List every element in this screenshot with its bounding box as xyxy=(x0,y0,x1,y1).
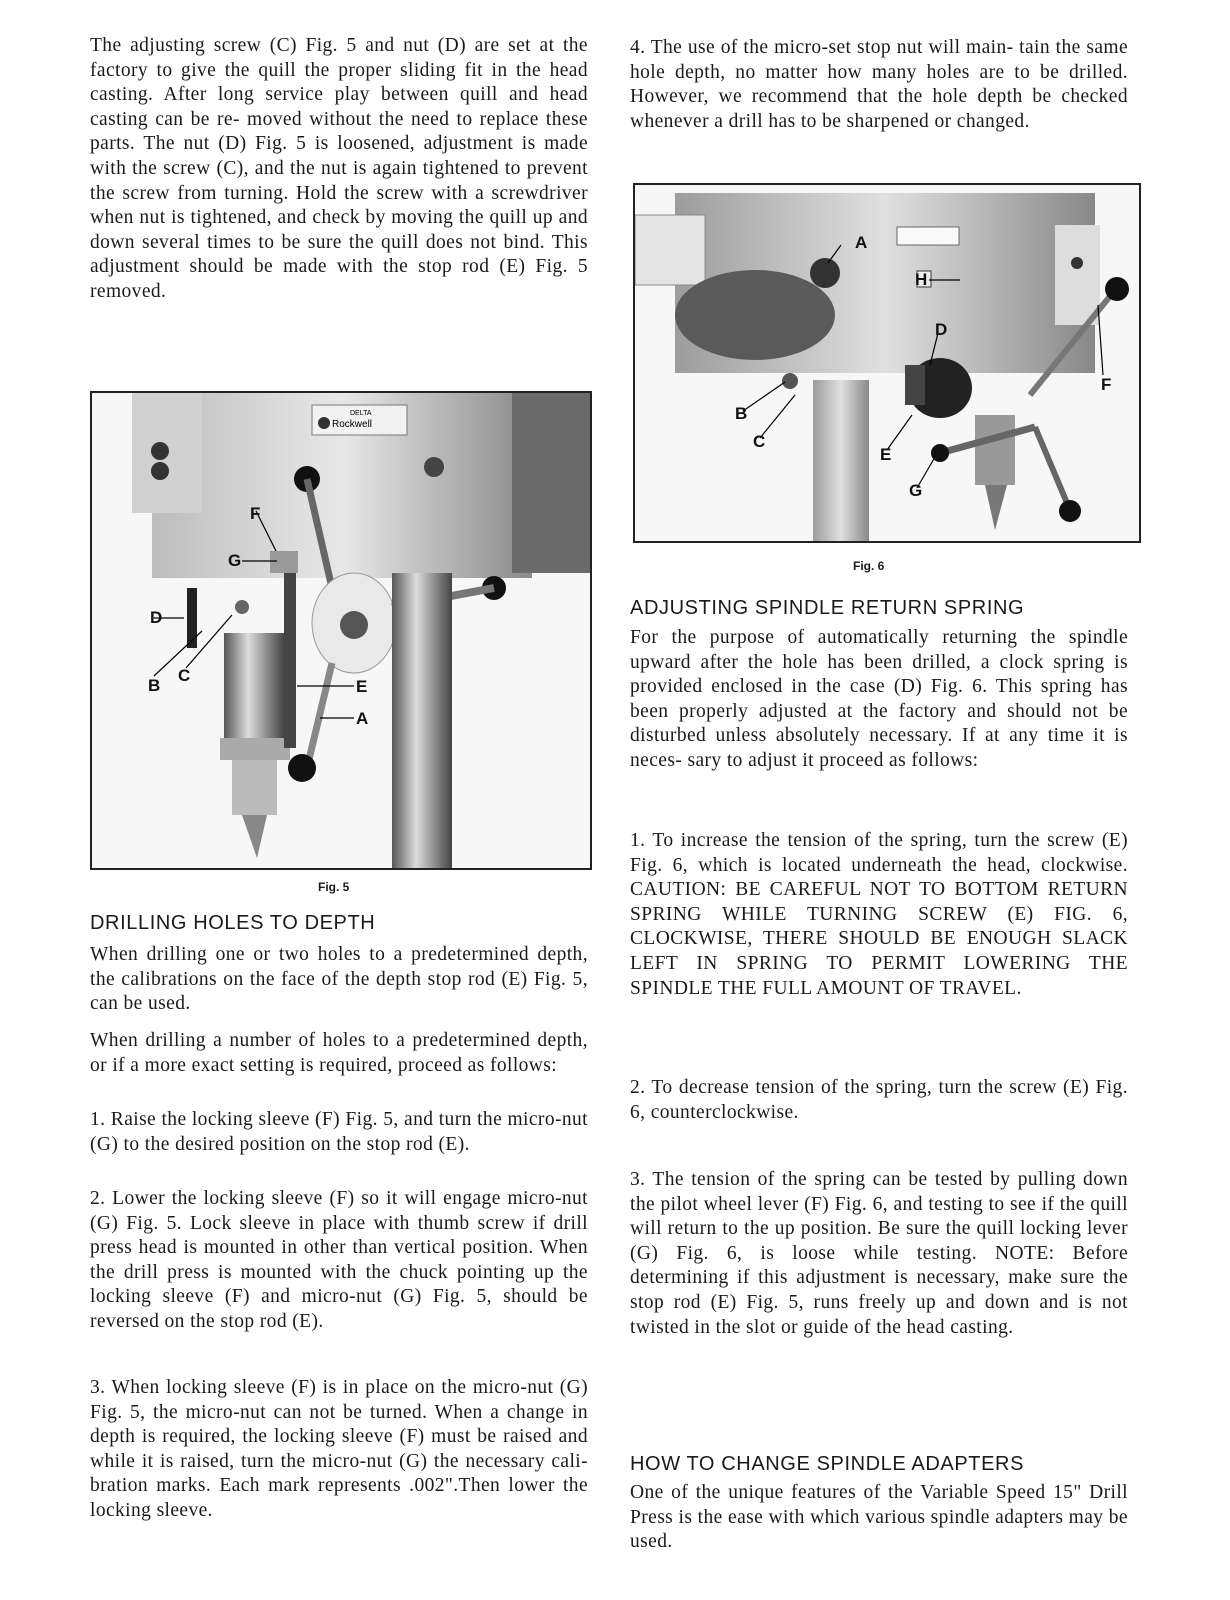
fig5-label-f: F xyxy=(250,504,261,523)
fig5-label-a: A xyxy=(356,709,369,728)
drilling-paragraph-2: When drilling a number of holes to a predetermined depth, or if a more exact setting is required, proceed as follows: xyxy=(90,1030,588,1076)
figure-6-photo xyxy=(633,183,1141,543)
figure-5-caption: Fig. 5 xyxy=(318,880,350,894)
drilling-step-2: 2. Lower the locking sleeve (F) so it will engage micro-nut (G) Fig. 5. Lock sleeve in place with thumb screw if drill press head is mounted in other than vertical position. When the drill press is mounted with the chuck pointing up the locking sleeve (F) and micro-nut (G) Fig. 5, should be reversed on the stop rod (E). xyxy=(90,1188,588,1332)
fig6-label-c: C xyxy=(753,432,766,451)
fig5-label-b: B xyxy=(148,676,161,695)
step-4-paragraph: 4. The use of the micro-set stop nut will main- tain the same hole depth, no matter how many holes are to be drilled. However, we recommend that the hole depth be checked whenever a drill has to be sharpened or changed. xyxy=(630,37,1128,132)
drill-press-head-illustration xyxy=(92,393,590,868)
fig5-label-g: G xyxy=(228,551,242,570)
intro-paragraph: The adjusting screw (C) Fig. 5 and nut (D) are set at the factory to give the quill the proper sliding fit in the head casting. After long service play between quill and head casting can be re- moved without the need to replace these parts. The nut (D) Fig. 5 is loosened, adjustment is made with the screw (C), and the nut is again tightened to prevent the screw from turning. Hold the screw with a screwdriver when nut is tightened, and check by moving the quill up and down several times to be sure the quill does not bind. This adjustment should be made with the stop rod (E) Fig. 5 removed. xyxy=(90,35,588,302)
drilling-paragraph-1: When drilling one or two holes to a predetermined depth, the calibrations on the face of the depth stop rod (E) Fig. 5, can be used. xyxy=(90,944,588,1015)
fig5-label-c: C xyxy=(178,666,191,685)
spring-step-2: 2. To decrease tension of the spring, turn the screw (E) Fig. 6, counterclockwise. xyxy=(630,1077,1128,1123)
fig6-label-h: H xyxy=(915,270,928,289)
fig5-label-e: E xyxy=(356,677,368,696)
brand-large-text: Rockwell xyxy=(332,419,373,430)
spring-heading: ADJUSTING SPINDLE RETURN SPRING xyxy=(630,597,1025,619)
fig6-label-d: D xyxy=(935,320,948,339)
drilling-step-3: 3. When locking sleeve (F) is in place on the micro-nut (G) Fig. 5, the micro-nut can not be turned. When a change in depth is required, the locking sleeve (F) must be raised and while it is raised, turn the micro-nut (G) the necessary cali- bration marks. Each mark represents .002".Then lower the locking sleeve. xyxy=(90,1377,588,1521)
spring-step-1: 1. To increase the tension of the spring, turn the screw (E) Fig. 6, which is located underneath the head, clockwise. CAUTION: BE CAREFUL NOT TO BOTTOM RETURN SPRING WHILE TURNING SCREW (E) FIG. 6, CLOCKWISE, THERE SHOULD BE ENOUGH SLACK LEFT IN SPRING TO PERMIT LOWERING THE SPINDLE THE FULL AMOUNT OF TRAVEL. xyxy=(630,830,1128,999)
fig6-label-a: A xyxy=(855,233,868,252)
adapters-paragraph: One of the unique features of the Variable Speed 15" Drill Press is the ease with which various spindle adapters may be used. xyxy=(630,1482,1128,1553)
brand-small-text: DELTA xyxy=(350,410,372,417)
fig6-label-f: F xyxy=(1101,375,1112,394)
fig6-label-g: G xyxy=(909,481,923,500)
drilling-step-1: 1. Raise the locking sleeve (F) Fig. 5, and turn the micro-nut (G) to the desired position on the stop rod (E). xyxy=(90,1109,588,1155)
spring-intro-paragraph: For the purpose of automatically returning the spindle upward after the hole has been drilled, a clock spring is provided enclosed in the case (D) Fig. 6. This spring has been properly adjusted at the factory and should not be disturbed unless absolutely necessary. If at any time it is neces- sary to adjust it proceed as follows: xyxy=(630,627,1128,771)
fig6-label-e: E xyxy=(880,445,892,464)
drilling-heading: DRILLING HOLES TO DEPTH xyxy=(90,912,376,934)
fig5-label-d: D xyxy=(150,608,163,627)
drill-press-underside-illustration xyxy=(635,185,1139,541)
fig6-label-b: B xyxy=(735,404,748,423)
figure-6-caption: Fig. 6 xyxy=(853,559,885,573)
spring-step-3: 3. The tension of the spring can be tested by pulling down the pilot wheel lever (F) Fig. 6, and testing to see if the quill will return to the up position. Be sure the quill locking lever (G) Fig. 6, is loose while testing. NOTE: Before determining if this adjustment is necessary, make sure the stop rod (E) Fig. 5, runs freely up and down and is not twisted in the slot or guide of the head casting. xyxy=(630,1169,1128,1338)
figure-5-photo xyxy=(90,391,592,870)
adapters-heading: HOW TO CHANGE SPINDLE ADAPTERS xyxy=(630,1453,1025,1475)
